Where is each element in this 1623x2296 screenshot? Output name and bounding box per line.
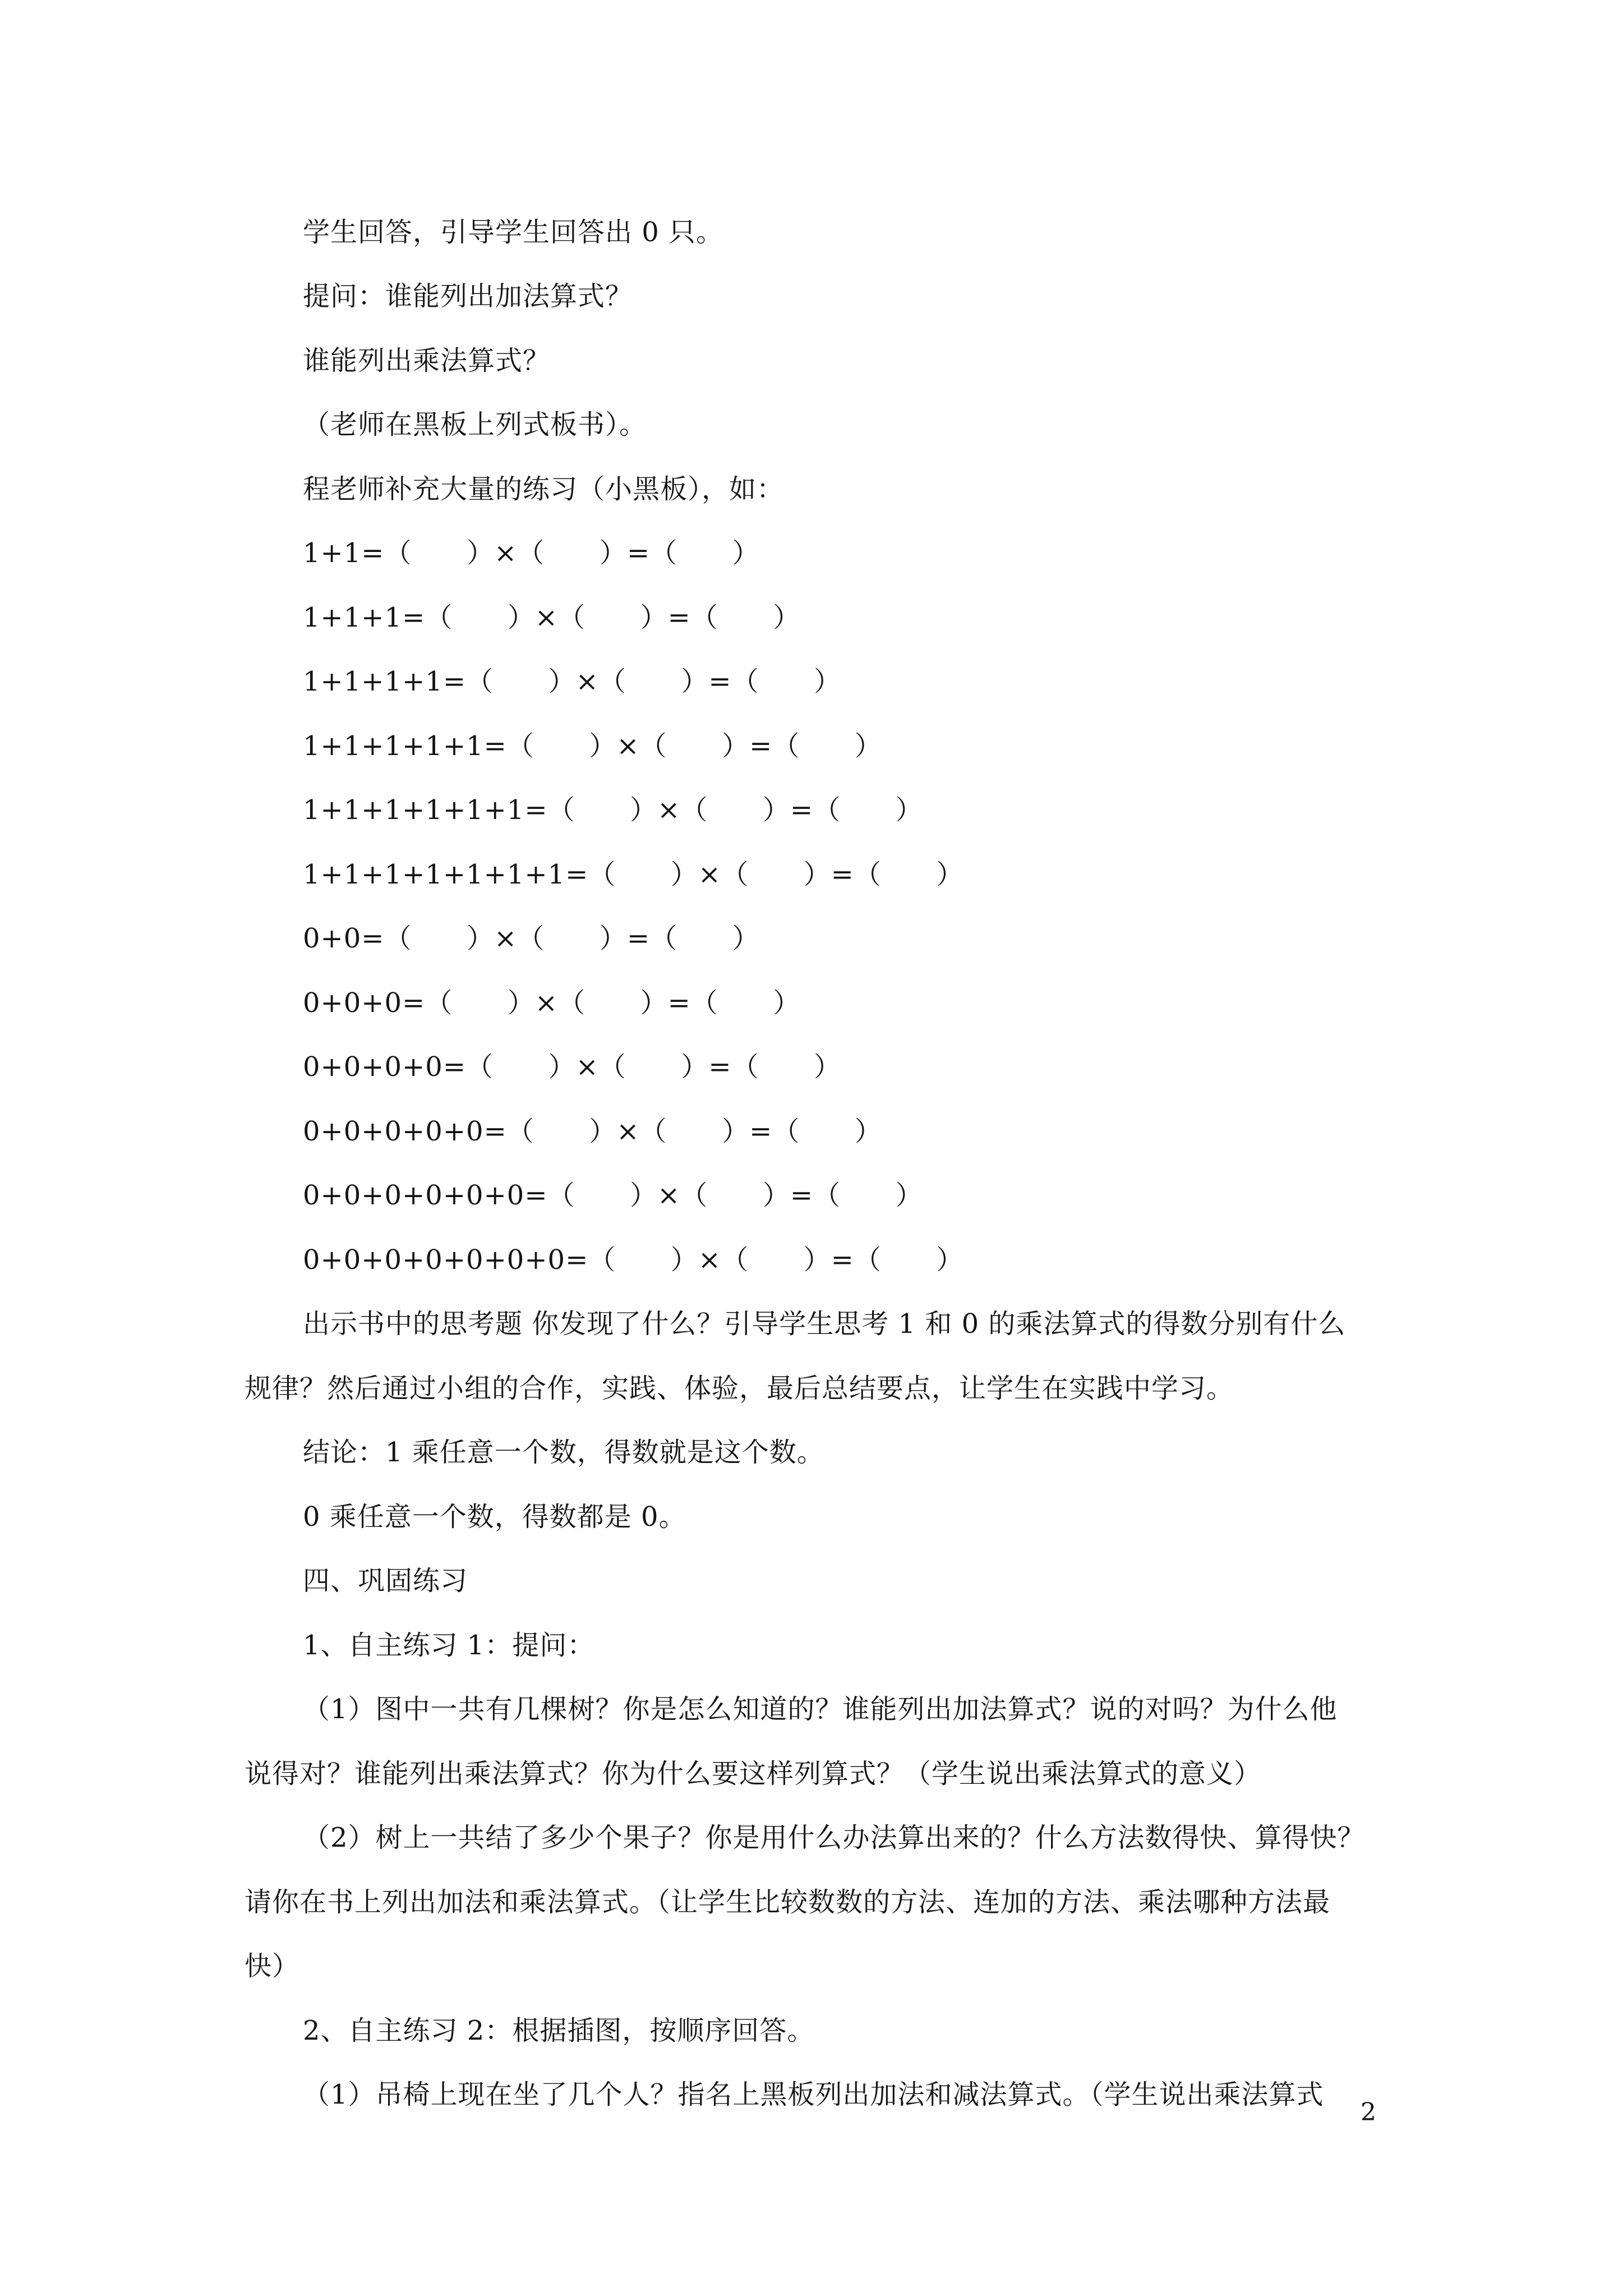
exercise-line: 0+0+0+0=（ ）×（ ）=（ ）: [303, 1051, 842, 1083]
exercise-line: 1+1=（ ）×（ ）=（ ）: [303, 537, 760, 569]
exercise-line: 0+0+0+0+0+0+0=（ ）×（ ）=（ ）: [303, 1244, 964, 1276]
text-line: 出示书中的思考题 你发现了什么？引导学生思考 1 和 0 的乘法算式的得数分别有什么: [303, 1308, 1346, 1340]
exercise-line: 1+1+1+1+1=（ ）×（ ）=（ ）: [303, 730, 882, 762]
text-line: 2、自主练习 2：根据插图，按顺序回答。: [303, 2015, 815, 2046]
exercise-line: 1+1+1+1+1+1+1=（ ）×（ ）=（ ）: [303, 859, 964, 890]
exercise-line: 0+0=（ ）×（ ）=（ ）: [303, 923, 760, 954]
page-number: 2: [1361, 2098, 1376, 2127]
text-line: 程老师补充大量的练习（小黑板），如：: [303, 473, 785, 505]
text-line: 快）: [245, 1950, 300, 1982]
text-line: 请你在书上列出加法和乘法算式。（让学生比较数数的方法、连加的方法、乘法哪种方法最: [245, 1887, 1331, 1918]
section-heading: 四、巩固练习: [303, 1565, 468, 1596]
exercise-line: 0+0+0=（ ）×（ ）=（ ）: [303, 987, 801, 1019]
text-line: （老师在黑板上列式板书）。: [303, 409, 647, 440]
text-line: 结论：1 乘任意一个数，得数就是这个数。: [303, 1437, 824, 1468]
text-line: 规律？然后通过小组的合作，实践、体验，最后总结要点，让学生在实践中学习。: [245, 1373, 1234, 1404]
text-line: （1）吊椅上现在坐了几个人？指名上黑板列出加法和减法算式。（学生说出乘法算式: [303, 2079, 1324, 2110]
text-line: 谁能列出乘法算式？: [303, 345, 551, 376]
text-line: 0 乘任意一个数，得数都是 0。: [303, 1501, 686, 1533]
text-line: 提问：谁能列出加法算式？: [303, 280, 633, 312]
exercise-line: 1+1+1=（ ）×（ ）=（ ）: [303, 602, 801, 633]
exercise-line: 0+0+0+0+0=（ ）×（ ）=（ ）: [303, 1116, 882, 1147]
exercise-line: 1+1+1+1=（ ）×（ ）=（ ）: [303, 666, 842, 697]
exercise-line: 1+1+1+1+1+1=（ ）×（ ）=（ ）: [303, 794, 923, 826]
text-line: 1、自主练习 1：提问：: [303, 1630, 595, 1661]
text-line: 学生回答，引导学生回答出 0 只。: [303, 217, 724, 248]
text-line: （1）图中一共有几棵树？你是怎么知道的？谁能列出加法算式？说的对吗？为什么他: [303, 1694, 1338, 1725]
exercise-line: 0+0+0+0+0+0=（ ）×（ ）=（ ）: [303, 1180, 923, 1211]
text-line: （2）树上一共结了多少个果子？你是用什么办法算出来的？什么方法数得快、算得快？: [303, 1822, 1365, 1853]
text-line: 说得对？谁能列出乘法算式？你为什么要这样列算式？（学生说出乘法算式的意义）: [245, 1758, 1262, 1789]
